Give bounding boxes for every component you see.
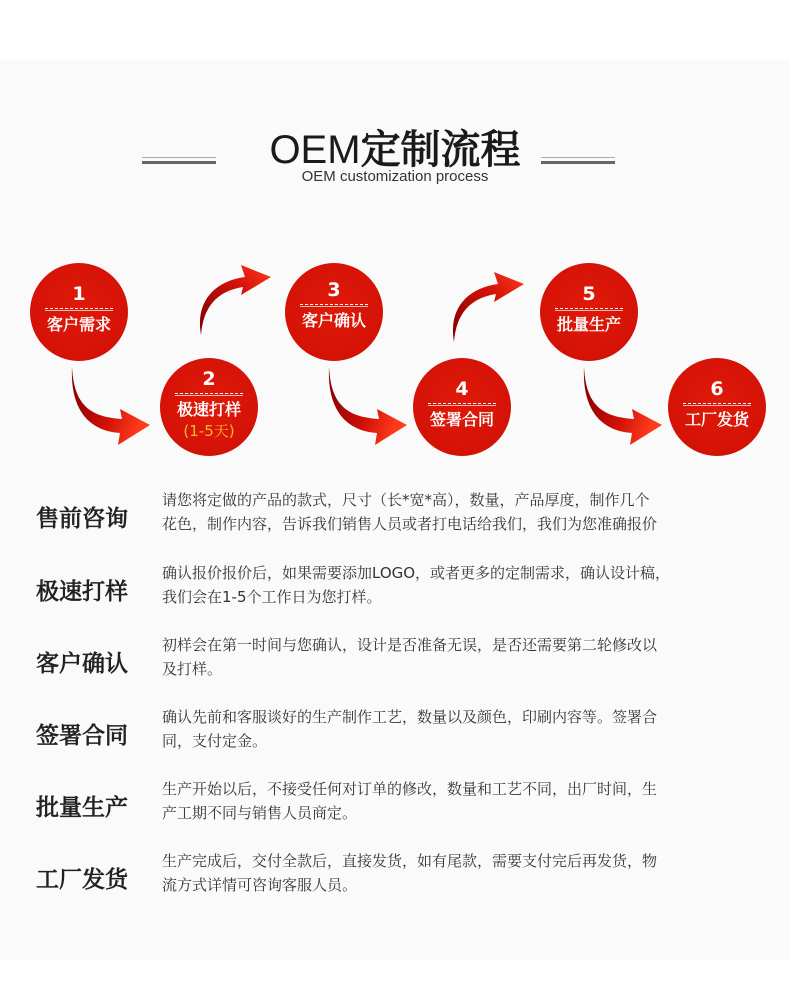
divider [45, 308, 113, 311]
detail-text [162, 777, 657, 825]
step-number: 3 [327, 279, 341, 301]
detail-heading: 批量生产 [36, 795, 128, 821]
detail-text [162, 633, 657, 681]
step-number: 4 [455, 378, 469, 400]
detail-text [162, 849, 657, 897]
detail-text [162, 561, 670, 609]
arrow-2-to-3 [200, 265, 271, 335]
step-5 [540, 263, 638, 361]
divider [300, 304, 368, 307]
detail-line: 确认先前和客服谈好的生产制作工艺，数量以及颜色，印刷内容等。签署合 [162, 708, 658, 726]
divider [428, 403, 496, 406]
divider [555, 308, 623, 311]
detail-line: 生产开始以后，不接受任何对订单的修改，数量和工艺不同，出厂时间，生 [162, 780, 658, 798]
step-duration: (1-5天) [183, 422, 235, 440]
detail-line: 我们会在1-5个工作日为您打样。 [162, 588, 382, 606]
arrow-5-to-6 [584, 367, 662, 445]
title-cn: 定制流程 [360, 127, 521, 173]
step-number: 1 [72, 283, 86, 305]
step-6 [668, 358, 766, 456]
step-label: 签署合同 [429, 410, 494, 429]
step-4 [413, 358, 511, 456]
step-3 [285, 263, 383, 361]
detail-text [162, 488, 657, 536]
detail-text [162, 705, 657, 753]
page-subtitle: OEM customization process [301, 168, 489, 185]
detail-heading: 客户确认 [36, 651, 128, 677]
arrow-4-to-5 [453, 272, 524, 342]
detail-line: 请您将定做的产品的款式，尺寸（长*宽*高），数量，产品厚度，制作几个 [162, 491, 650, 509]
detail-line: 生产完成后，交付全款后，直接发货，如有尾款，需要支付完后再发货，物 [162, 852, 658, 870]
detail-line: 确认报价报价后，如果需要添加LOGO，或者更多的定制需求，确认设计稿， [162, 564, 671, 582]
step-number: 5 [582, 283, 596, 305]
step-1 [30, 263, 128, 361]
detail-heading: 工厂发货 [36, 867, 128, 893]
detail-heading: 签署合同 [36, 723, 128, 749]
step-label: 极速打样 [176, 400, 241, 419]
detail-heading: 售前咨询 [36, 506, 128, 532]
detail-line: 同，支付定金。 [162, 732, 268, 750]
step-2 [160, 358, 258, 456]
step-label: 客户需求 [46, 315, 111, 334]
divider [683, 403, 751, 406]
detail-line: 产工期不同与销售人员商定。 [162, 804, 358, 822]
detail-line: 流方式详情可咨询客服人员。 [162, 876, 358, 894]
detail-heading: 极速打样 [36, 579, 128, 605]
detail-line: 初样会在第一时间与您确认，设计是否准备无误，是否还需要第二轮修改以 [162, 636, 658, 654]
detail-line: 花色，制作内容，告诉我们销售人员或者打电话给我们，我们为您准确报价 [162, 515, 658, 533]
step-number: 2 [202, 368, 216, 390]
title-en: OEM [269, 128, 361, 172]
step-number: 6 [710, 378, 724, 400]
step-label: 客户确认 [301, 311, 366, 330]
arrow-3-to-4 [329, 367, 407, 445]
divider [175, 393, 243, 396]
step-label: 工厂发货 [684, 410, 749, 429]
arrow-1-to-2 [72, 367, 150, 445]
step-label: 批量生产 [556, 315, 621, 334]
detail-line: 及打样。 [162, 660, 223, 678]
